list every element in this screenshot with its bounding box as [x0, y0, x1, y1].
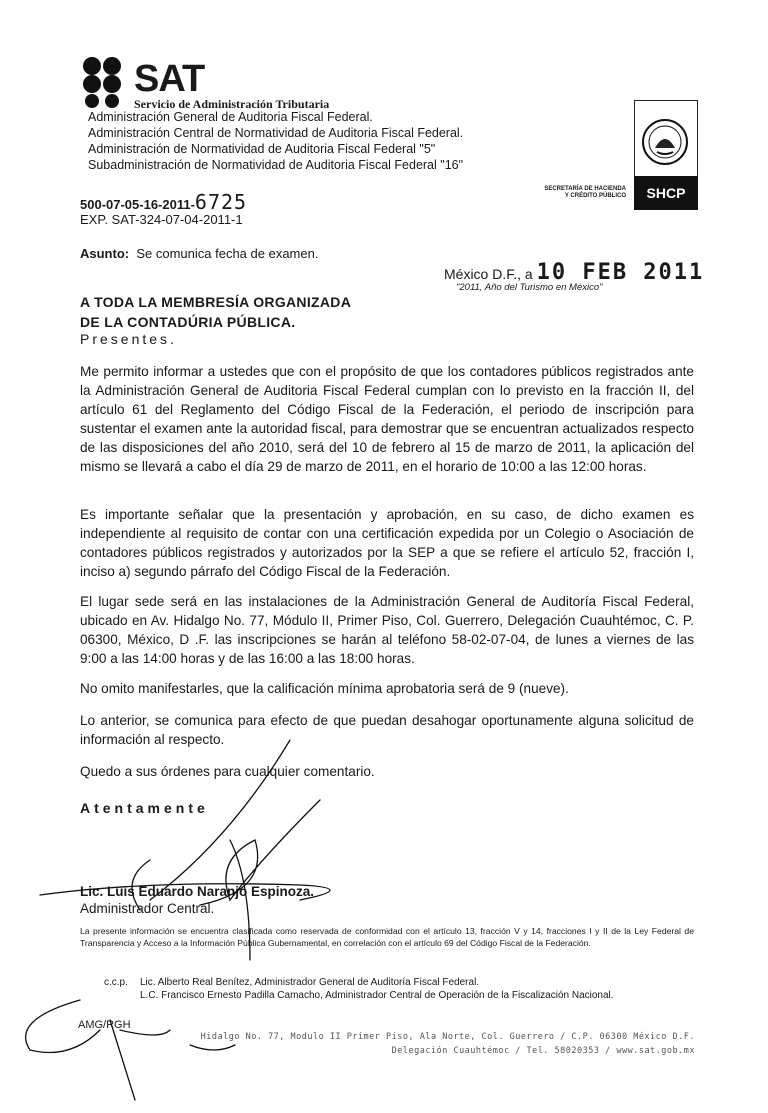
body-paragraph: Me permito informar a ustedes que con el propósito de que los contadores públicos registrados ante la Administración General de Auditoria Fiscal Federal cumplan con lo previsto en la fracción II, del artículo 61 del Reglamento del Código Fiscal de la Federación, el periodo de inscripción para sustentar el examen ante la autoridad fiscal, para demostrar que se encuentran actualizados respecto de las disposiciones del año 2010, será del 10 de febrero al 15 de marzo de 2011, la aplicación del mismo se llevará a cabo el día 29 de marzo de 2011, en el horario de 10:00 a las 12:00 horas.	[80, 364, 694, 474]
ccp-block	[104, 976, 614, 1002]
body-paragraph: No omito manifestarles, que la calificación mínima aprobatoria será de 9 (nueve).	[80, 681, 569, 696]
date-motto: "2011, Año del Turismo en México"	[456, 282, 603, 293]
footer-line: Delegación Cuauhtémoc / Tel. 58020353 / www.sat.gob.mx	[391, 1046, 695, 1056]
org-line: Administración de Normatividad de Auditoria Fiscal Federal "5"	[88, 142, 436, 156]
ccp-label: c.c.p.	[104, 977, 128, 988]
asunto	[80, 246, 318, 261]
ccp-line: L.C. Francisco Ernesto Padilla Camacho, Administrador Central de Operación de la Fiscalización Nacional.	[140, 990, 614, 1001]
shcp-caption	[536, 186, 626, 200]
footer-line: Hidalgo No. 77, Modulo II Primer Piso, Ala Norte, Col. Guerrero / C.P. 06300 México D.F.	[200, 1032, 695, 1042]
initials: AMG/RGH	[78, 1019, 131, 1031]
asunto-label: Asunto:	[80, 246, 130, 261]
oficio-prefix: 500-07-05-16-2011-	[80, 197, 195, 212]
asunto-text: Se comunica fecha de examen.	[136, 246, 319, 261]
greeting: Presentes.	[80, 331, 177, 347]
shcp-label: SHCP	[634, 176, 698, 210]
addressee-line: DE LA CONTADÚRIA PÚBLICA.	[80, 314, 296, 330]
date-place: México D.F., a	[444, 266, 533, 282]
sat-brand-subtitle: Servicio de Administración Tributaria	[134, 97, 330, 111]
coat-of-arms-icon	[637, 112, 693, 172]
oficio-number	[80, 190, 247, 214]
shcp-caption-line: SECRETARÍA DE HACIENDA	[544, 186, 626, 192]
oficio-stamp: 6725	[194, 190, 248, 214]
org-line: Administración General de Auditoria Fiscal Federal.	[88, 110, 373, 124]
body-paragraph: Es importante señalar que la presentación y aprobación, en su caso, de dicho examen es independiente al requisito de contar con una certificación expedida por un Colegio o Asociación de contadores públicos registrados y autorizados por la SEP a que se refiere el artículo 52, fracción I, inciso a) segundo párrafo del Código Fiscal de la Federación.	[80, 507, 694, 579]
legal-notice: La presente información se encuentra clasificada como reservada de conformidad con el artículo 13, fracción V y 14, fracciones I y II de la Ley Federal de Transparencia y Acceso a la Información Pública Gubernamental, en correlación con el artículo 69 del Código Fiscal de la Federación.	[80, 926, 694, 948]
sat-logo-icon	[82, 56, 130, 108]
body-paragraph: Lo anterior, se comunica para efecto de que puedan desahogar oportunamente alguna solicitud de información al respecto.	[80, 713, 694, 747]
body-paragraph: Quedo a sus órdenes para cualquier comentario.	[80, 764, 375, 779]
addressee	[80, 292, 351, 332]
date-stamp: 10 FEB 2011	[536, 260, 705, 285]
expediente: EXP. SAT-324-07-04-2011-1	[80, 212, 243, 227]
addressee-line: A TODA LA MEMBRESÍA ORGANIZADA	[80, 294, 352, 310]
org-line: Subadministración de Normatividad de Auditoria Fiscal Federal "16"	[88, 158, 464, 172]
closing-atentamente: Atentamente	[80, 800, 209, 816]
shcp-caption-line: Y CRÉDITO PÚBLICO	[564, 193, 626, 199]
org-line: Administración Central de Normatividad de Auditoria Fiscal Federal.	[88, 126, 464, 140]
body-paragraph: El lugar sede será en las instalaciones de la Administración General de Auditoría Fiscal Federal, ubicado en Av. Hidalgo No. 77, Módulo II, Primer Piso, Col. Guerrero, Delegación Cuauhtémoc, C. P. 06300, México, D .F. las inscripciones se harán al teléfono 58-02-07-04, de lunes a viernes de las 9:00 a las 14:00 horas y de las 16:00 a las 18:00 horas.	[80, 594, 694, 666]
ccp-line: Lic. Alberto Real Benítez, Administrador General de Auditoría Fiscal Federal.	[140, 977, 480, 988]
sat-brand: SAT	[134, 58, 205, 100]
signer-title: Administrador Central.	[80, 901, 215, 916]
signer-name: Lic. Luis Eduardo Naranjo Espinoza.	[80, 884, 315, 899]
footer-address	[150, 1030, 695, 1058]
